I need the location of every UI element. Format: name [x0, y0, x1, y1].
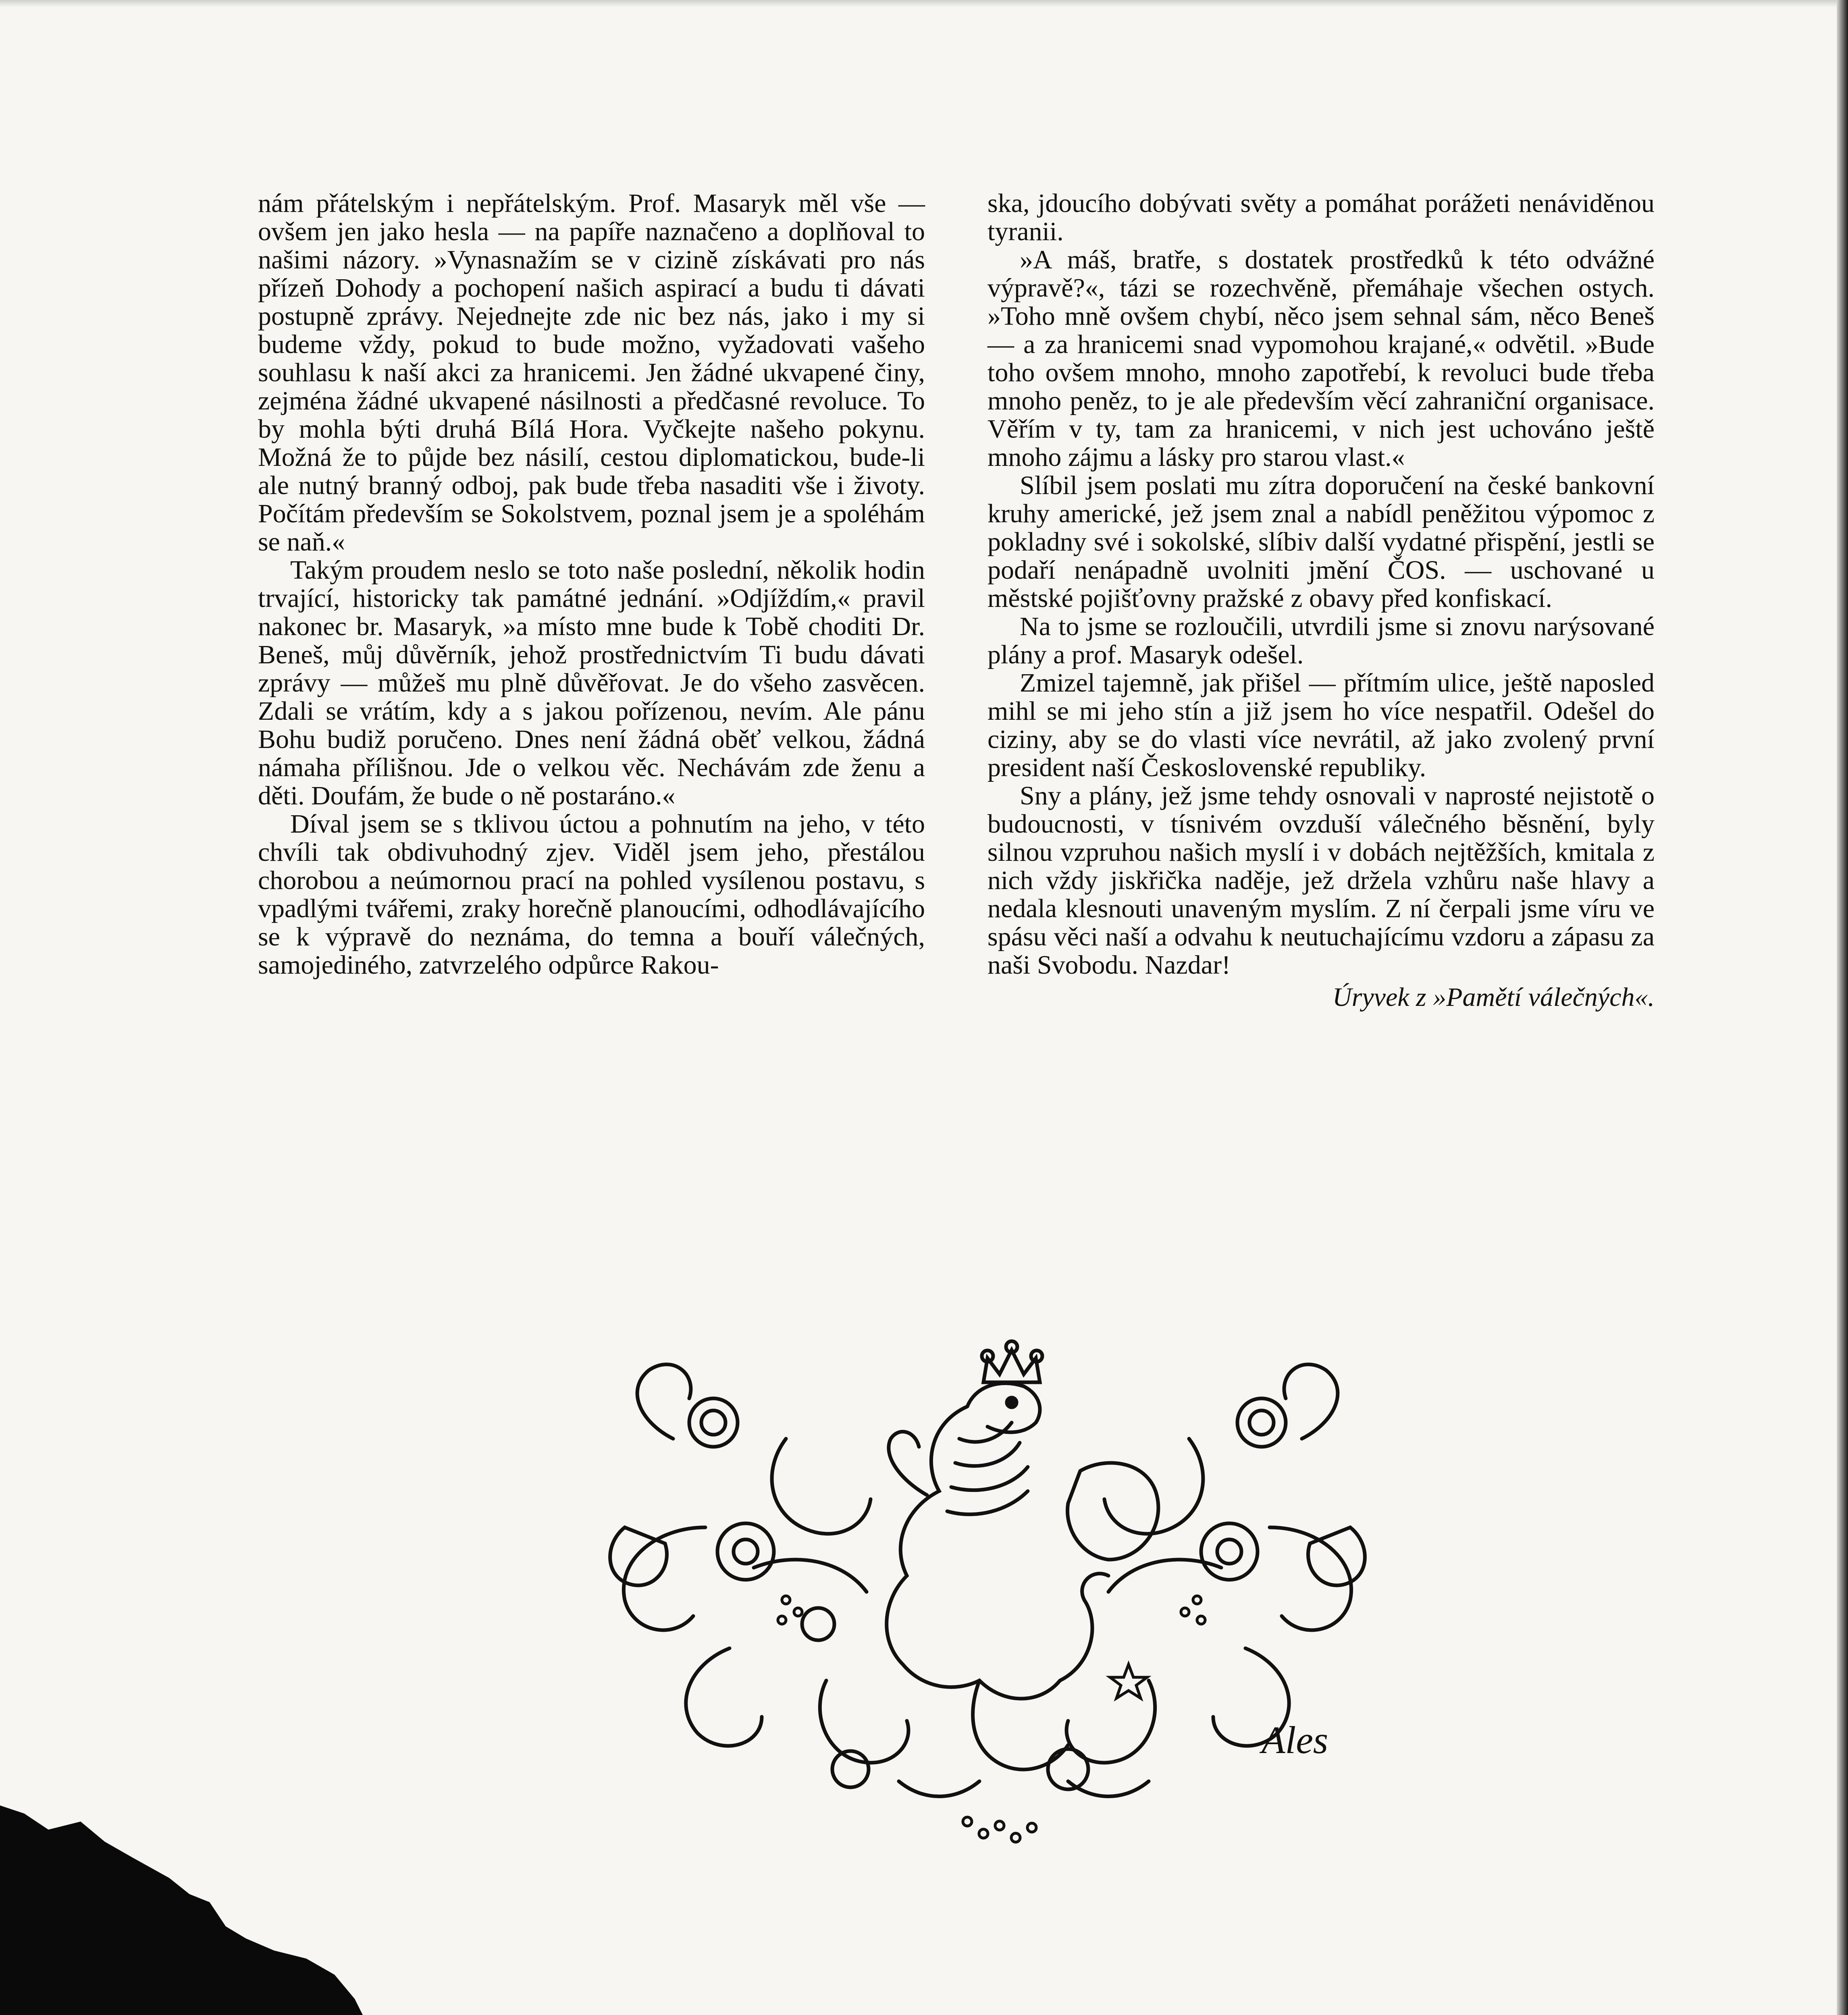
artist-signature: Ales [1262, 1718, 1328, 1762]
heraldic-lion-ornament [504, 1318, 1471, 1882]
page-top-edge [0, 0, 1848, 7]
page-right-edge [1837, 0, 1848, 2015]
right-column [987, 189, 1655, 1012]
paragraph: »A máš, bratře, s dostatek prostředků k této odvážné výpravě?«, tázi se rozechvěně, přemáhaje všechen ostych. »Toho mně ovšem chybí, něco jsem sehnal sám, něco Beneš — a za hranicemi snad vypomohou krajané,« odvětil. »Bude toho ovšem mnoho, mnoho zapotřebí, k revoluci bude třeba mnoho peněz, to je ale především věcí zahraniční organisace. Věřím v ty, tam za hranicemi, v nich jest uchováno ještě mnoho zájmu a lásky pro starou vlast.« [987, 245, 1655, 472]
paragraph: Takým proudem neslo se toto naše poslední, několik hodin trvající, historicky tak památné jednání. »Odjíždím,« pravil nakonec br. Masaryk, »a místo mne bude k Tobě choditi Dr. Beneš, můj důvěrník, jehož prostřednictvím Ti budu dávati zprávy — můžeš mu plně důvěřovat. Je do všeho zasvěcen. Zdali se vrátím, kdy a s jakou pořízenou, nevím. Ale pánu Bohu budiž poručeno. Dnes není žádná oběť velkou, žádná námaha přílišnou. Jde o velkou věc. Nechávám zde ženu a děti. Doufám, že bude o ně postaráno.« [258, 555, 925, 810]
source-citation: Úryvek z »Pamětí válečných«. [1332, 983, 1655, 1012]
paragraph: Na to jsme se rozloučili, utvrdili jsme si znovu narýsované plány a prof. Masaryk odešel. [987, 612, 1655, 669]
paragraph: Sny a plány, jež jsme tehdy osnovali v naprosté nejistotě o budoucnosti, v tísnivém ovzduší válečného běsnění, byly silnou vzpruhou našich myslí i v dobách nejtěžších, kmitala z nich vždy jiskřička naděje, jež držela vzhůru naše hlavy a nedala klesnouti unaveným myslím. Z ní čerpali jsme víru ve spásu věci naší a odvahu k neutuchajícímu vzdoru a zápasu za naši Svobodu. Nazdar! [987, 781, 1655, 980]
paragraph: Díval jsem se s tklivou úctou a pohnutím na jeho, v této chvíli tak obdivuhodný zjev. Viděl jsem jeho, přestálou chorobou a neúmornou prací na pohled vysílenou postavu, s vpadlými tvářemi, zraky horečně planoucími, odhodlávajícího se k výpravě do neznáma, do temna a bouří válečných, samojediného, zatvrzelého odpůrce Rakou- [258, 809, 925, 980]
paragraph: Slíbil jsem poslati mu zítra doporučení na české bankovní kruhy americké, jež jsem znal a nabídl peněžitou výpomoc z pokladny své i sokolské, slíbiv další vydatné přispění, jestli se podaří nenápadně uvolniti jmění ČOS. — uschované u městské pojišťovny pražské z obavy před konfiskací. [987, 471, 1655, 613]
paragraph: nám přátelským i nepřátelským. Prof. Masaryk měl vše — ovšem jen jako hesla — na papíře naznačeno a doplňoval to našimi názory. »Vynasnažím se v cizině získávati pro nás přízeň Dohody a pochopení našich aspirací a budu ti dávati postupně zprávy. Nejednejte zde nic bez nás, jako i my si budeme vždy, pokud to bude možno, vyžadovati vašeho souhlasu k naší akci za hranicemi. Jen žádné ukvapené činy, zejména žádné ukvapené násilnosti a předčasné revoluce. To by mohla býti druhá Bílá Hora. Vyčkejte našeho pokynu. Možná že to půjde bez násilí, cestou diplomatickou, bude-li ale nutný branný odboj, pak bude třeba nasaditi vše i životy. Počítám především se Sokolstvem, poznal jsem je a spoléhám se naň.« [258, 189, 925, 557]
left-column [258, 189, 925, 979]
torn-page-damage [0, 1805, 887, 2015]
paragraph: ska, jdoucího dobývati světy a pomáhat porážeti nenáviděnou tyranii. [987, 189, 1655, 246]
paragraph: Zmizel tajemně, jak přišel — přítmím ulice, ještě naposled mihl se mi jeho stín a již jsem ho více nespatřil. Odešel do ciziny, aby se do vlasti více nevrátil, až jako zvolený první president naší Československé republiky. [987, 668, 1655, 782]
